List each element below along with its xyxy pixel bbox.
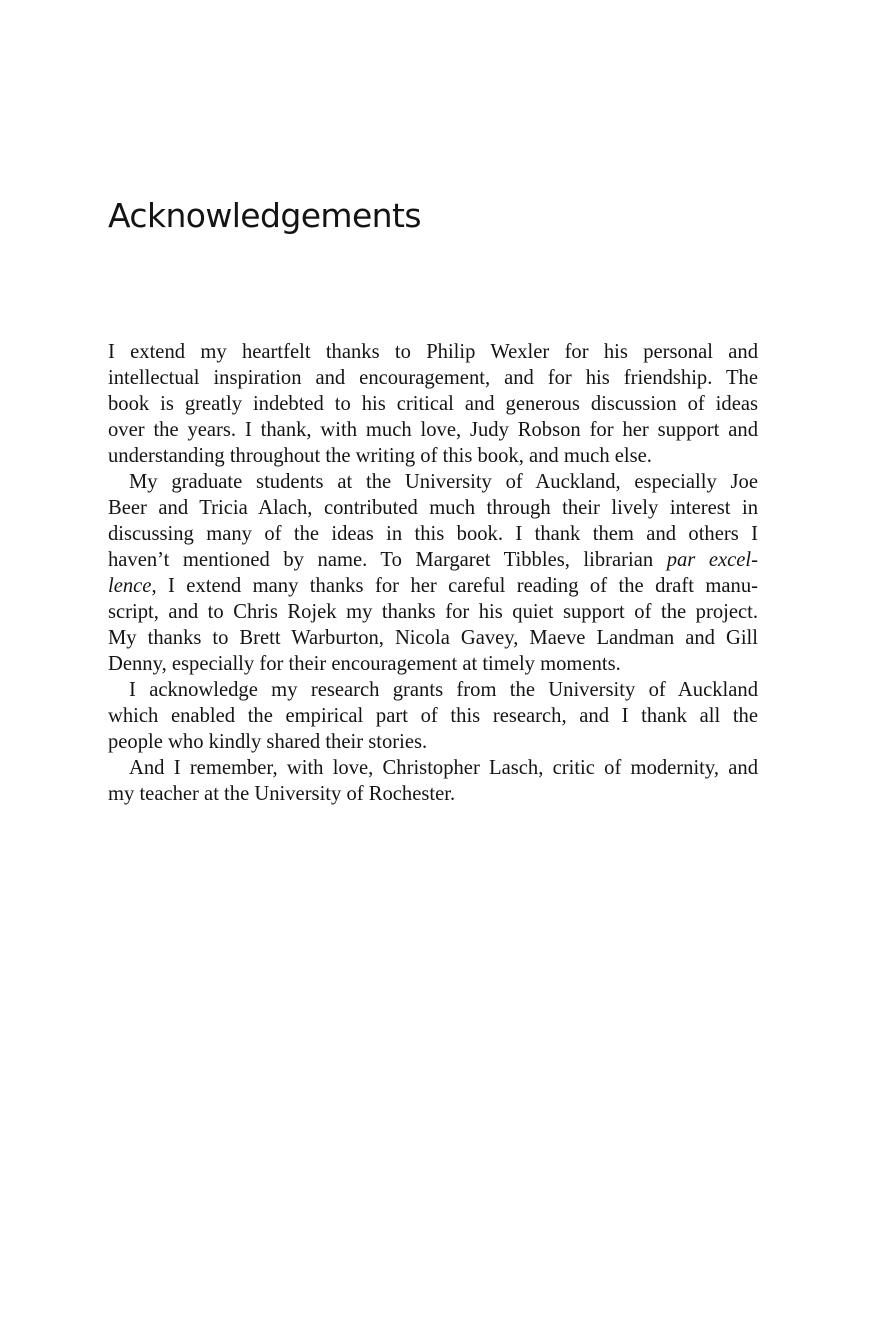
text-line: And I remember, with love, Christopher Lasch, critic of modernity, and xyxy=(129,757,758,779)
text-line: discussing many of the ideas in this book. I thank them and others I xyxy=(108,523,758,545)
text-line: script, and to Chris Rojek my thanks for his quiet support of the project. xyxy=(108,601,758,623)
text-line xyxy=(108,547,758,573)
text-segment: haven’t mentioned by name. To Margaret Tibbles, librarian xyxy=(108,549,667,571)
text-line: people who kindly shared their stories. xyxy=(108,731,428,753)
text-line: over the years. I thank, with much love, Judy Robson for her support and xyxy=(108,419,758,441)
acknowledgements-body xyxy=(108,339,758,807)
text-line: book is greatly indebted to his critical and generous discussion of ideas xyxy=(108,393,758,415)
text-line: I extend my heartfelt thanks to Philip Wexler for his personal and xyxy=(108,341,758,363)
text-line: which enabled the empirical part of this research, and I thank all the xyxy=(108,705,758,727)
italic-text: par excel- xyxy=(666,549,758,571)
italic-text: lence xyxy=(108,575,152,597)
text-line: understanding throughout the writing of this book, and much else. xyxy=(108,445,652,467)
chapter-heading: Acknowledgements xyxy=(108,196,421,235)
text-line: my teacher at the University of Rochester. xyxy=(108,783,456,805)
text-line: intellectual inspiration and encouragement, and for his friendship. The xyxy=(108,367,758,389)
text-line: My graduate students at the University of Auckland, especially Joe xyxy=(129,471,758,493)
text-line: Beer and Tricia Alach, contributed much through their lively interest in xyxy=(108,497,758,519)
text-line: My thanks to Brett Warburton, Nicola Gavey, Maeve Landman and Gill xyxy=(108,627,758,649)
text-line: I acknowledge my research grants from the University of Auckland xyxy=(129,679,758,701)
text-segment: , I extend many thanks for her careful reading of the draft manu- xyxy=(151,575,758,597)
text-line: Denny, especially for their encouragement at timely moments. xyxy=(108,653,621,675)
text-line xyxy=(108,573,758,599)
